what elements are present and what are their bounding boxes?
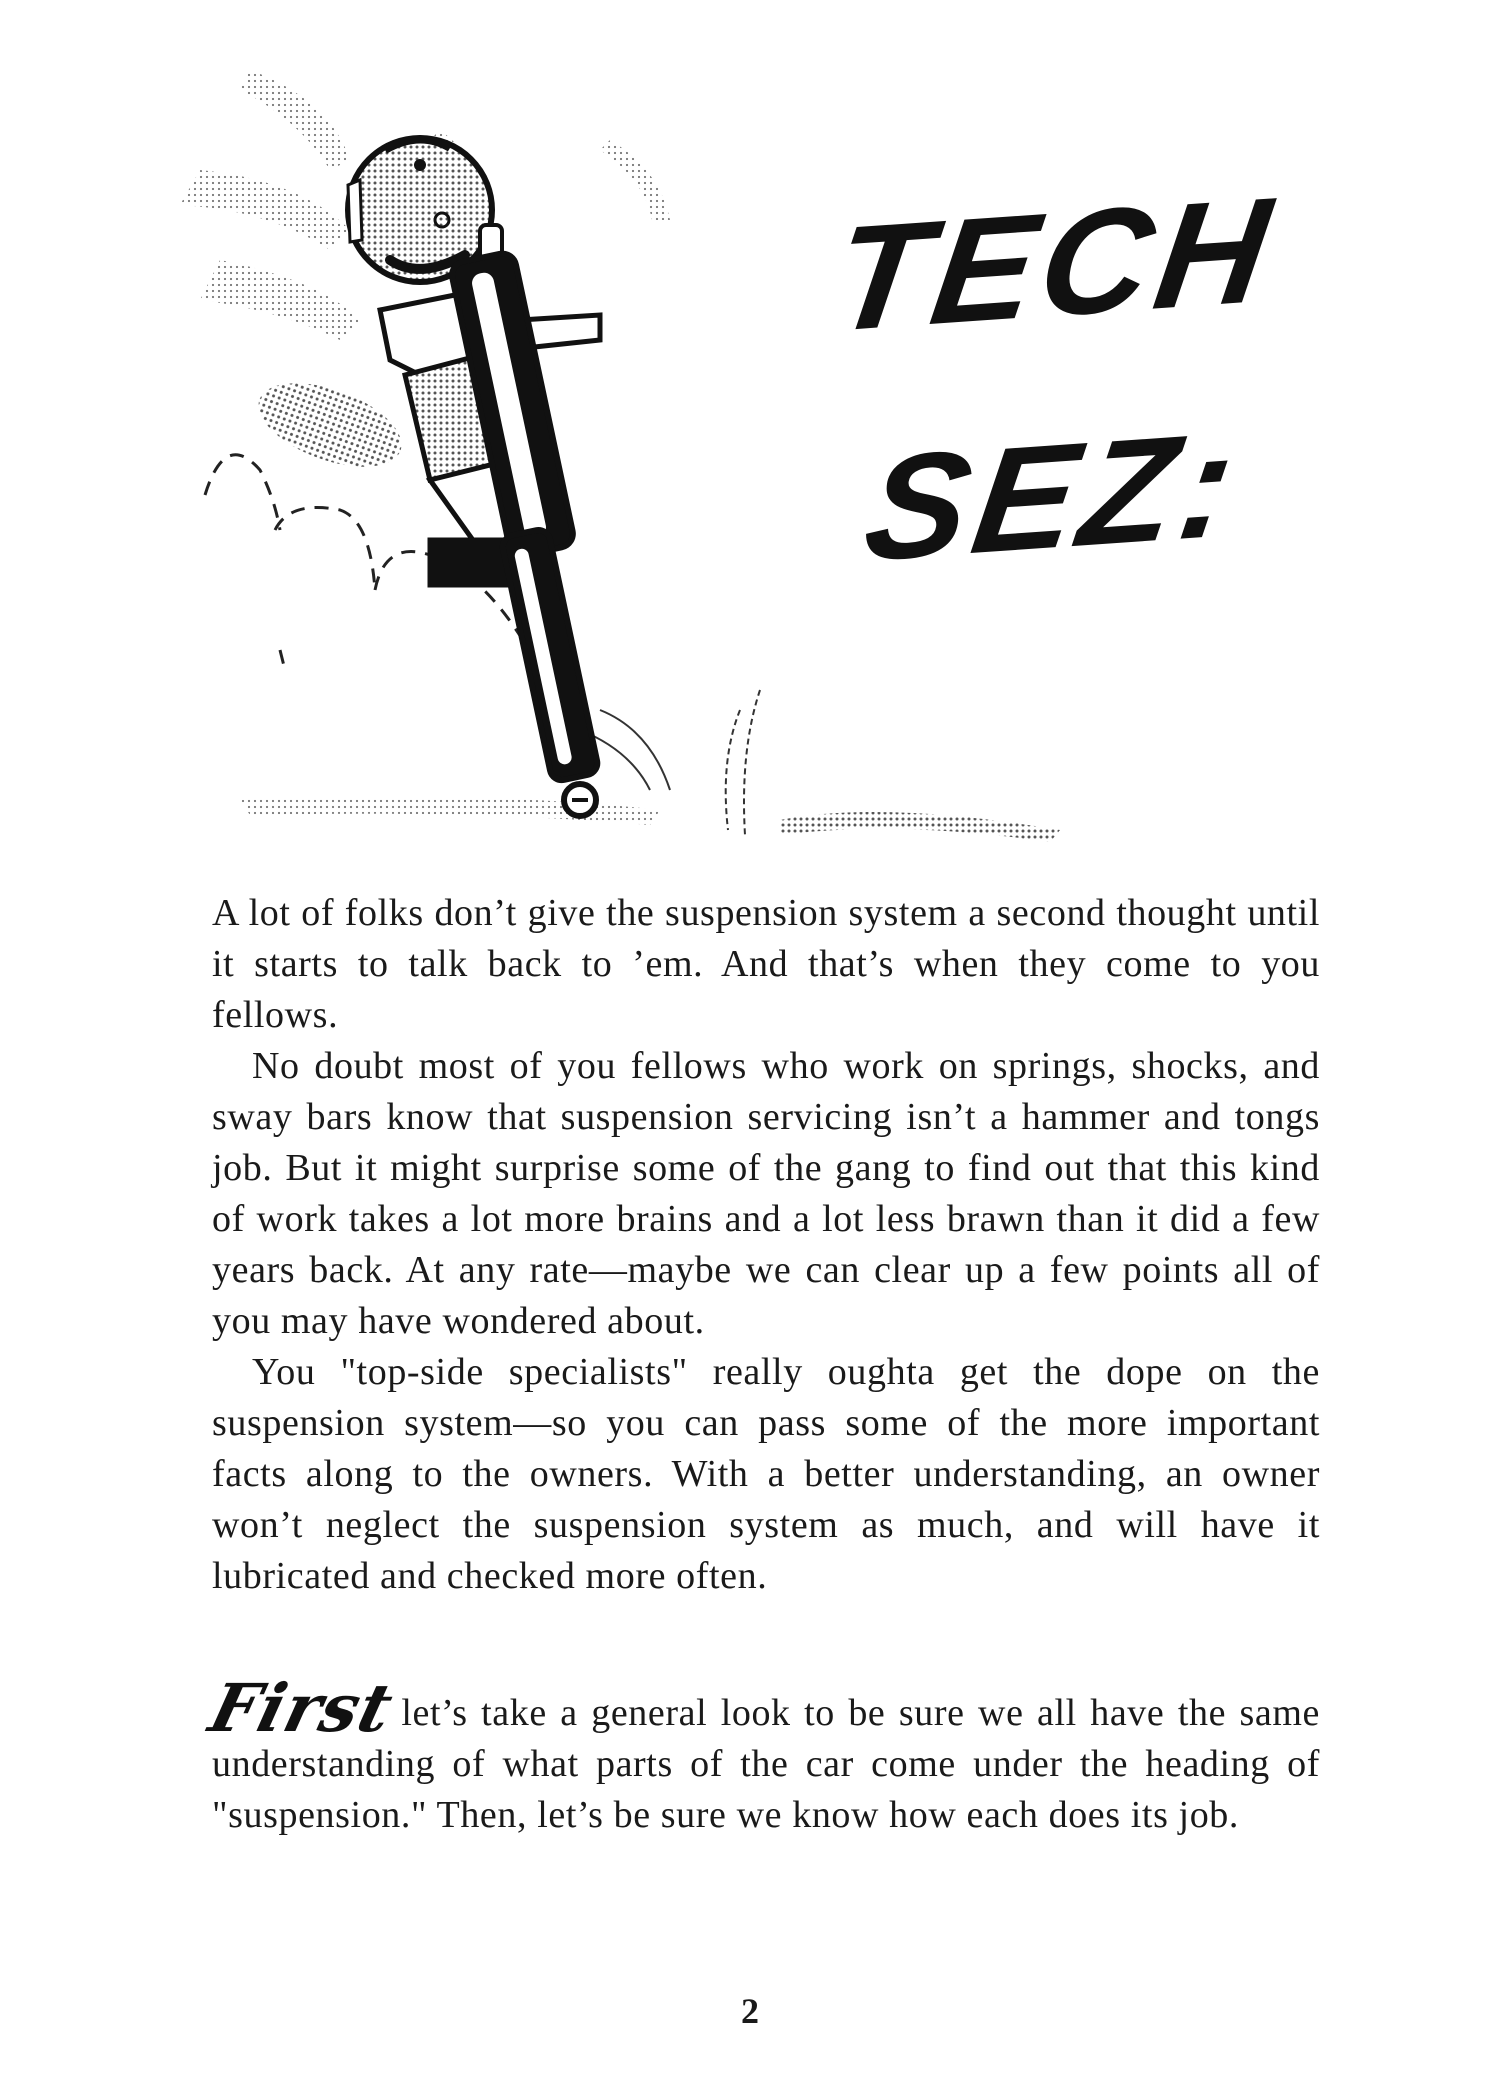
- ground-streaks: [240, 690, 1060, 842]
- article-body: [212, 888, 1320, 1602]
- paragraph-1: A lot of folks don’t give the suspension system a second thought until it starts to talk back to ’em. And that’s when they come to you fellows.: [212, 892, 1320, 1036]
- page-number: 2: [741, 1991, 759, 2031]
- paragraph-first-text: let’s take a general look to be sure we all have the same understanding of what parts of the car come under the heading of "suspension." Then, let’s be sure we know how each does its job.: [212, 1692, 1320, 1836]
- paragraph-3: You "top-side specialists" really oughta get the dope on the suspension system—so you can pass some of the more important facts along to the owners. With a better understanding, an owner won’t neglect the suspension system as much, and will have it lubricated and checked more often.: [212, 1351, 1320, 1597]
- script-word-first: First: [202, 1669, 402, 1747]
- paragraph-first: [202, 1669, 1320, 1841]
- paragraph-2: No doubt most of you fellows who work on springs, shocks, and sway bars know that suspension servicing isn’t a hammer and tongs job. But it might surprise some of the gang to find out that this kind of work takes a lot more brains and a lot less brawn than it did a few years back. At any rate—maybe we can clear up a few points all of you may have wondered about.: [212, 1045, 1320, 1342]
- title-tech: TECH: [823, 165, 1286, 363]
- title-sez: SEZ:: [855, 399, 1250, 593]
